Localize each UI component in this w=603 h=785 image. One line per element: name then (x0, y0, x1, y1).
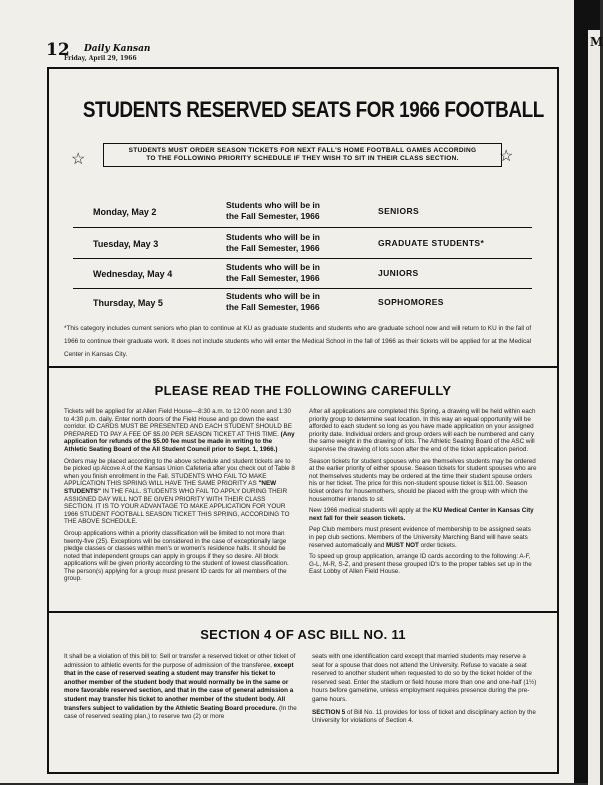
page-number: 12 (46, 40, 70, 60)
instructions-paragraph (64, 458, 296, 526)
notice-line-2: TO THE FOLLOWING PRIORITY SCHEDULE IF THEY WISH TO SIT IN THEIR CLASS SECTION. (146, 155, 459, 162)
priority-notice (103, 143, 502, 167)
text-run: Orders may be placed according to the above schedule and student tickets are to be picked up Alcove A of the Kansas Union Cafeteria after you check out of Table 8 when you finish enrollment in the Fall. STUDENTS WHO FAIL TO MAKE APPLICATION THIS SPRING WILL HAVE THE SAME PRIORITY AS (64, 457, 295, 488)
text-run: order tickets. (418, 541, 457, 549)
schedule-desc (226, 262, 320, 284)
schedule-class: JUNIORS (378, 268, 419, 278)
instructions-paragraph (309, 526, 537, 549)
schedule-desc-line1: Students who will be in (226, 200, 320, 210)
schedule-day: Thursday, May 5 (93, 298, 163, 308)
text-run-bold: MUST NOT (386, 541, 419, 549)
schedule-desc-line2: the Fall Semester, 1966 (226, 243, 320, 253)
text-run-bold: "NEW STUDENTS" (64, 480, 277, 495)
bill-paragraph (64, 653, 298, 722)
text-run: Tickets will be applied for at Allen Field House—8:30 a.m. to 12:00 noon and 1:30 to 4:30 p.m. daily. Enter north doors of the Field House and go down the east corridor. ID CARDS MUST BE PRESENTED AND EACH STUDENT SHOULD BE PREPARED TO PAY A FEE OF $5.00 PER SEASON TICKET AT THIS TIME. (64, 408, 292, 438)
text-run: of Bill No. 11 provides for loss of ticket and disciplinary action by the University for violations of Section 4. (312, 708, 536, 725)
section-divider (47, 611, 559, 613)
schedule-desc (226, 200, 320, 222)
schedule-day: Tuesday, May 3 (93, 239, 159, 249)
instructions-paragraph (64, 408, 296, 454)
schedule-class: SOPHOMORES (378, 297, 444, 307)
notice-line-1: STUDENTS MUST ORDER SEASON TICKETS FOR NEXT FALL'S HOME FOOTBALL GAMES ACCORDING (128, 147, 477, 154)
schedule-desc-line2: the Fall Semester, 1966 (226, 302, 320, 312)
schedule-day: Wednesday, May 4 (93, 269, 173, 279)
schedule-footnote: *This category includes current seniors who plan to continue at KU as graduate students and students who are graduate school now and will return to KU in the fall of 1966 to continue their graduate work. It does not include students who will enter the Medical School in the fall of 1966 as their tickets will be applied for at the Medical Center in Kansas City. (64, 325, 532, 358)
instructions-paragraph: Season tickets for student spouses who are themselves students may be ordered at the earlier priority of either spouse. Season tickets for student spouses who are not themselves students may be ordered at the time their student spouse orders his or her ticket. The price for this non-student spouse ticket is $11.00. Season ticket orders for housemothers, should be placed with the group with which the housemother intends to sit. (309, 457, 537, 503)
star-icon-right: ☆ (499, 148, 514, 165)
text-run: Pep Club members must present evidence of membership to be assigned seats in pep club sections. Members of the University Marching Band will have seats reserved automatically and (309, 526, 531, 549)
text-run-bold: SECTION 5 (312, 708, 346, 716)
schedule-desc-line1: Students who will be in (226, 232, 320, 242)
star-icon-left: ☆ (71, 151, 86, 168)
ad-title: STUDENTS RESERVED SEATS FOR 1966 FOOTBALL (82, 97, 544, 122)
schedule-class: SENIORS (378, 206, 420, 216)
adjacent-page-strip (588, 30, 600, 785)
issue-date: Friday, April 29, 1966 (64, 55, 137, 62)
instructions-paragraph: Group applications within a priority classification will be limited to not more than twenty-five (25). Exceptions will be considered in the case of exceptionally large pledge classes or classes within men's or women's residence halls. It should be noted that independent groups can apply in groups if they so desire. All block applications will be given priority according to the student of lowest classification. The person(s) applying for a group must present ID cards for all members of the group. (64, 529, 289, 583)
schedule-row (73, 288, 532, 318)
instructions-paragraph: After all applications are completed this Spring, a drawing will be held within each priority group to determine seat location. In this way an equal opportunity will be afforded to each student so long as you have made application on your assigned priority date. Individual orders and group orders will each be numbered and carry the same weight in the drawing of lots. The Athletic Seating Board of the ASC will supervise the drawing of lots soon after the end of the ticket application period. (309, 408, 536, 453)
schedule-divider (73, 227, 532, 228)
schedule-row (73, 197, 532, 227)
schedule-day: Monday, May 2 (93, 207, 157, 217)
schedule-row (73, 229, 532, 259)
schedule-desc-line2: the Fall Semester, 1966 (226, 273, 320, 283)
schedule-desc-line2: the Fall Semester, 1966 (226, 211, 320, 221)
instructions-right-column (309, 408, 537, 580)
bill-paragraph: seats with one identification card except that married students may reserve a seat for a spouse that does not attend the University. Refuse to vacate a seat reserved to another student when requested to do so by the ticket holder of the reserved seat. Enter the stadium or field house more than one and one-half (1½) hours before gametime, unless employment requires presence during the pre-game hours. (312, 653, 537, 703)
section-heading-asc-bill: SECTION 4 OF ASC BILL NO. 11 (200, 627, 406, 642)
text-run-bold: (Any application for refunds of the $5.00 fee must be made in writing to the Athletic Seating Board of the All Student Council prior to Sept. 1, 1966.) (64, 430, 295, 453)
section-divider (47, 366, 559, 368)
instructions-paragraph (309, 507, 537, 522)
schedule-desc-line1: Students who will be in (226, 291, 320, 301)
text-run-bold: KU Medical Center in Kansas City next fall for their season tickets. (309, 507, 534, 522)
bill-left-column (64, 653, 298, 726)
bill-paragraph (312, 709, 537, 726)
text-run: It shall be a violation of this bill to: Sell or transfer a reserved ticket or other ticket of admission to athletic events for the purpose of admission of the transferee, (64, 653, 296, 669)
text-run: IN THE FALL. STUDENTS WHO FAIL TO APPLY DURING THEIR ASSIGNED DAY WILL NOT BE GIVEN PRIORITY WITH THEIR CLASS SECTION. IT IS TO YOUR ADVANTAGE TO MAKE APPLICATION FOR YOUR 1966 STUDENT FOOTBALL SEASON TICKET THIS SPRING, ACCORDING TO THE ABOVE SCHEDULE. (64, 487, 290, 526)
text-run: New 1966 medical students will apply at the (309, 507, 433, 515)
bill-right-column (312, 653, 537, 730)
schedule-row (73, 259, 532, 289)
text-run: (In the case of reserved seating plan,) to reserve two (2) or more (64, 704, 297, 721)
schedule-class: GRADUATE STUDENTS* (378, 238, 485, 248)
schedule-desc (226, 232, 320, 254)
section-heading-read-carefully: PLEASE READ THE FOLLOWING CAREFULLY (154, 383, 452, 398)
newspaper-name: Daily Kansan (84, 44, 151, 54)
text-run-bold: except that in the case of reserved seating a student may transfer his ticket to another member of the student body that would normally be in the same or more favorable reserved section, and that in the case of general admission a student may transfer his ticket to another member of the student body. All transfers subject to validation by the Athletic Seating Board procedure. (64, 661, 294, 712)
adjacent-page-letters: M (590, 35, 603, 49)
schedule-desc (226, 291, 320, 313)
schedule-desc-line1: Students who will be in (226, 262, 320, 272)
instructions-paragraph: To speed up group application, arrange ID cards according to the following: A-F, G-L, M-R, S-Z, and present these grouped ID's to the proper tables set up in the East Lobby of Allen Field House. (309, 553, 532, 576)
instructions-left-column (64, 408, 296, 587)
